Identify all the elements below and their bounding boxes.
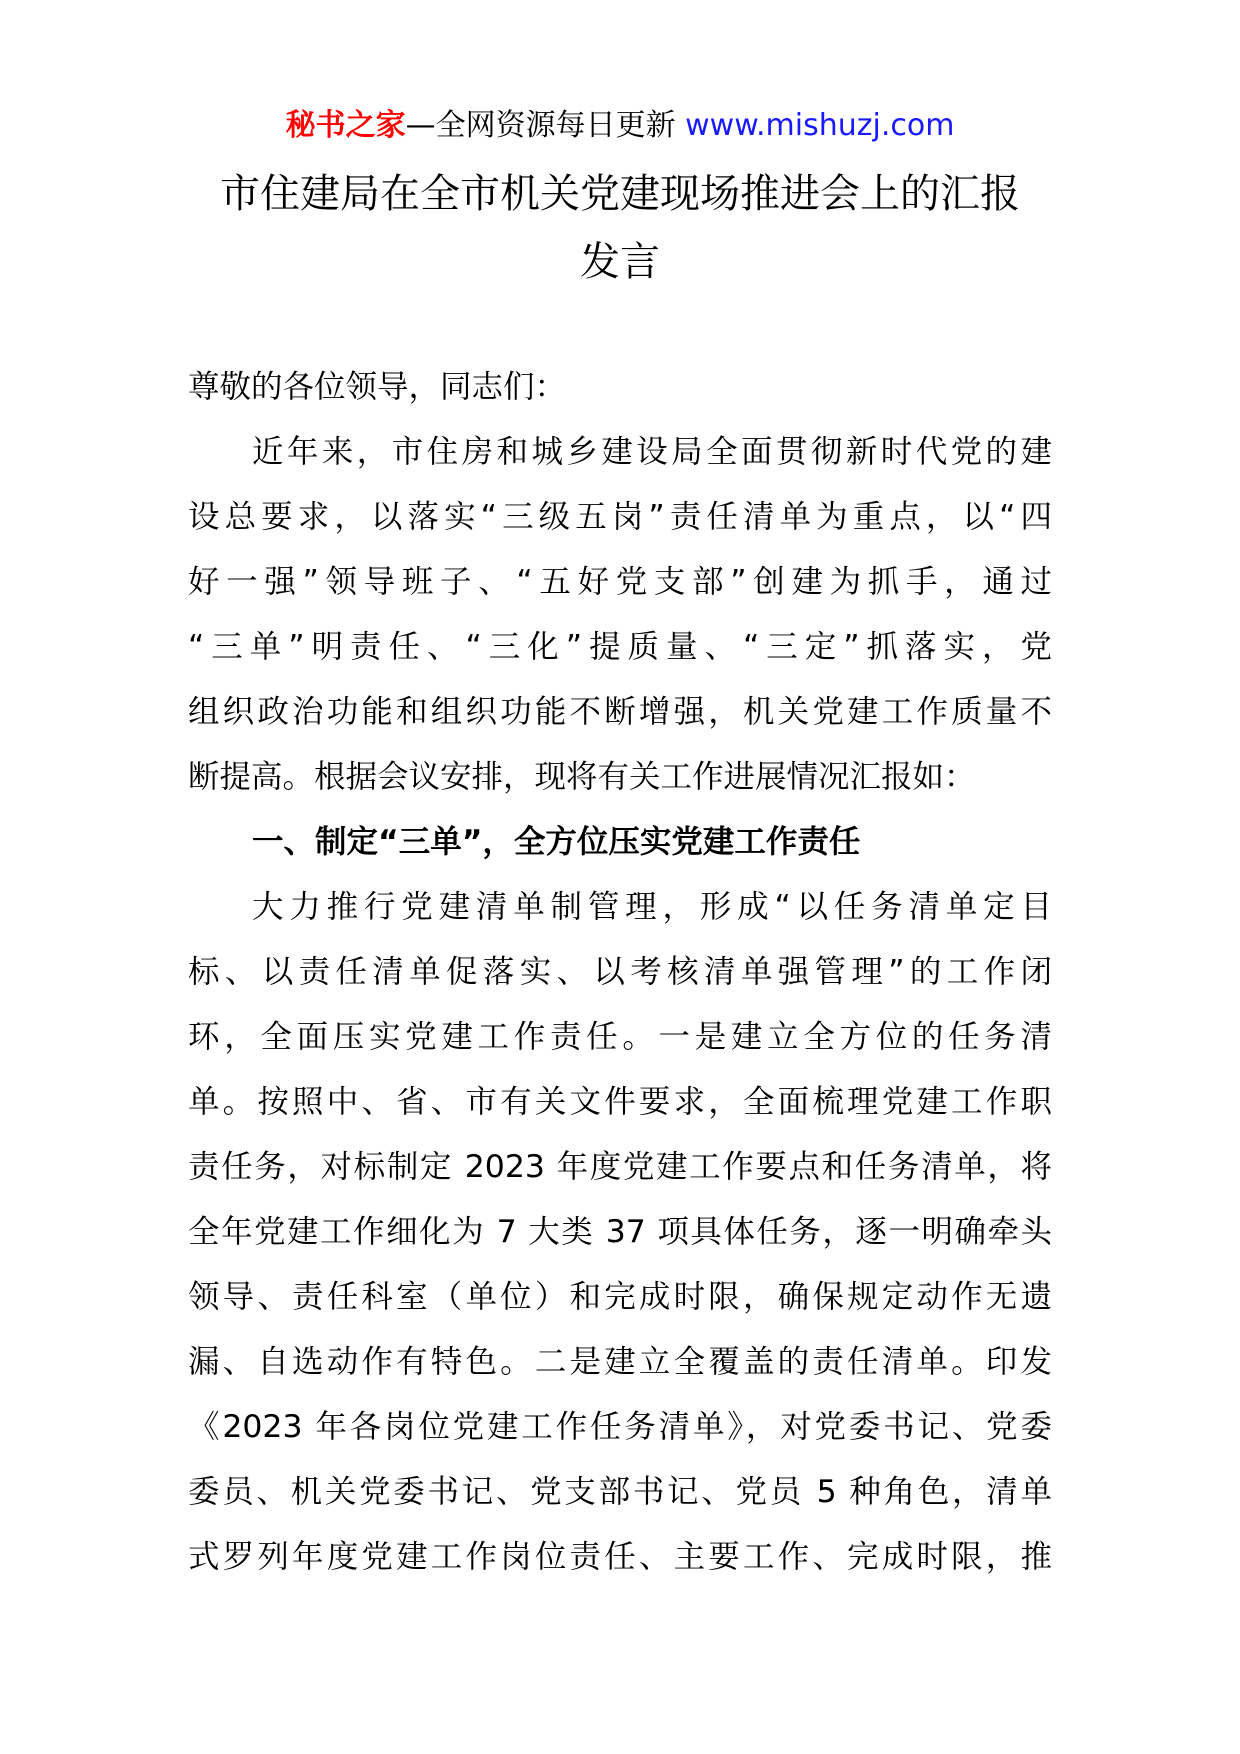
title-line-2: 发言 (580, 239, 660, 285)
site-tagline: —全网资源每日更新 (405, 108, 686, 143)
site-url[interactable]: www.mishuzj.com (685, 108, 955, 143)
document-title (160, 160, 1080, 296)
document-body (188, 355, 1052, 1590)
section-heading: 一、制定“三单”，全方位压实党建工作责任 (252, 824, 861, 860)
salutation: 尊敬的各位领导，同志们： (188, 369, 567, 405)
paragraph-line: 《2023 年各岗位党建工作任务清单》，对党委书记、党委 (188, 1409, 1052, 1445)
paragraph-line: 标、以责任清单促落实、以考核清单强管理”的工作闭 (188, 954, 1052, 990)
paragraph-line: 式罗列年度党建工作岗位责任、主要工作、完成时限，推 (188, 1539, 1052, 1575)
paragraph-line: 组织政治功能和组织功能不断增强，机关党建工作质量不 (188, 694, 1052, 730)
site-brand: 秘书之家 (285, 108, 406, 143)
paragraph-line: 委员、机关党委书记、党支部书记、党员 5 种角色，清单 (188, 1474, 1052, 1510)
paragraph-line: 近年来，市住房和城乡建设局全面贯彻新时代党的建 (252, 434, 1052, 470)
paragraph-line: 责任务，对标制定 2023 年度党建工作要点和任务清单，将 (188, 1149, 1052, 1185)
title-line-1: 市住建局在全市机关党建现场推进会上的汇报 (220, 171, 1020, 217)
paragraph-line: 领导、责任科室（单位）和完成时限，确保规定动作无遗 (188, 1279, 1052, 1315)
watermark-header (0, 104, 1240, 148)
paragraph-line: 漏、自选动作有特色。二是建立全覆盖的责任清单。印发 (188, 1344, 1052, 1380)
paragraph-line: 大力推行党建清单制管理，形成“以任务清单定目 (252, 889, 1052, 925)
paragraph-line: “三单”明责任、“三化”提质量、“三定”抓落实，党 (188, 629, 1052, 665)
paragraph-line: 环，全面压实党建工作责任。一是建立全方位的任务清 (188, 1019, 1052, 1055)
paragraph-line: 好一强”领导班子、“五好党支部”创建为抓手，通过 (188, 564, 1052, 600)
paragraph-line: 断提高。根据会议安排，现将有关工作进展情况汇报如： (188, 759, 976, 795)
paragraph-line: 单。按照中、省、市有关文件要求，全面梳理党建工作职 (188, 1084, 1052, 1120)
paragraph-line: 全年党建工作细化为 7 大类 37 项具体任务，逐一明确牵头 (188, 1214, 1052, 1250)
paragraph-line: 设总要求，以落实“三级五岗”责任清单为重点，以“四 (188, 499, 1052, 535)
